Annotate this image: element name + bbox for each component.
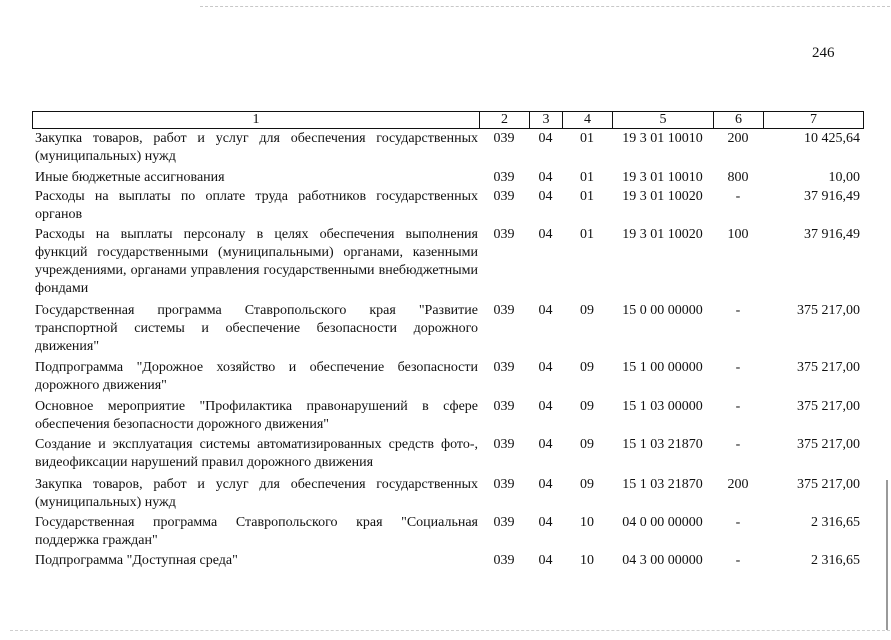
row-code-6: 100 [727, 227, 749, 242]
row-name: Закупка товаров, работ и услуг для обеспечения государственных (муниципальных) нужд [35, 131, 478, 164]
scan-artifact-top [200, 6, 890, 7]
row-code-5: 19 3 01 10010 [622, 131, 703, 146]
scan-artifact-bottom [10, 630, 890, 631]
row-code-3: 04 [538, 437, 553, 452]
row-code-4: 09 [580, 477, 594, 492]
row-amount: 375 217,00 [797, 477, 860, 492]
row-code-3: 04 [538, 189, 553, 204]
row-code-2: 039 [493, 515, 515, 530]
row-code-3: 04 [538, 131, 553, 146]
row-code-4: 09 [580, 437, 594, 452]
row-name: Основное мероприятие "Профилактика правонарушений в сфере обеспечения безопасности дорожного движения" [35, 399, 478, 432]
row-name: Расходы на выплаты по оплате труда работников государственных органов [35, 189, 478, 222]
row-code-6: 200 [727, 131, 749, 146]
row-code-3: 04 [538, 303, 553, 318]
row-code-4: 01 [580, 189, 594, 204]
row-name: Государственная программа Ставропольского края "Социальная поддержка граждан" [35, 515, 478, 548]
row-name: Подпрограмма "Дорожное хозяйство и обеспечение безопасности дорожного движения" [35, 360, 478, 393]
row-code-2: 039 [493, 131, 515, 146]
header-cell-5: 5 [613, 112, 714, 128]
row-code-2: 039 [493, 477, 515, 492]
row-amount: 37 916,49 [804, 189, 860, 204]
row-code-4: 01 [580, 227, 594, 242]
row-code-2: 039 [493, 303, 515, 318]
row-code-4: 10 [580, 515, 594, 530]
row-code-5: 19 3 01 10020 [622, 227, 703, 242]
row-code-3: 04 [538, 227, 553, 242]
header-cell-3: 3 [530, 112, 563, 128]
row-code-5: 15 1 03 21870 [622, 437, 703, 452]
row-code-6: - [735, 189, 741, 204]
row-name: Закупка товаров, работ и услуг для обеспечения государственных (муниципальных) нужд [35, 477, 478, 510]
header-cell-7: 7 [810, 112, 817, 127]
row-code-4: 09 [580, 360, 594, 375]
row-code-6: - [735, 303, 741, 318]
row-code-2: 039 [493, 553, 515, 568]
row-amount: 375 217,00 [797, 360, 860, 375]
row-code-6: - [735, 360, 741, 375]
row-amount: 375 217,00 [797, 303, 860, 318]
row-code-5: 15 1 03 00000 [622, 399, 703, 414]
row-code-6: - [735, 399, 741, 414]
row-code-3: 04 [538, 360, 553, 375]
row-code-3: 04 [538, 399, 553, 414]
row-name: Расходы на выплаты персоналу в целях обеспечения выполнения функций государственными (муниципальными) органами, казенными учреждениями, органами управления государственными внебюджетными фондами [35, 227, 478, 296]
row-code-5: 04 3 00 00000 [622, 553, 703, 568]
table-header [32, 111, 864, 129]
row-code-3: 04 [538, 515, 553, 530]
row-code-4: 09 [580, 399, 594, 414]
row-code-2: 039 [493, 399, 515, 414]
row-code-3: 04 [538, 477, 553, 492]
row-code-2: 039 [493, 227, 515, 242]
row-code-5: 15 0 00 00000 [622, 303, 703, 318]
row-code-3: 04 [538, 170, 553, 185]
scan-artifact-edge [886, 480, 888, 630]
row-code-4: 09 [580, 303, 594, 318]
row-name: Государственная программа Ставропольского края "Развитие транспортной системы и обеспечение безопасности дорожного движения" [35, 303, 478, 354]
row-amount: 10 425,64 [804, 131, 860, 146]
page-number: 246 [812, 45, 835, 61]
row-code-4: 01 [580, 131, 594, 146]
row-code-6: - [735, 553, 741, 568]
row-code-5: 15 1 03 21870 [622, 477, 703, 492]
row-code-5: 19 3 01 10020 [622, 189, 703, 204]
row-code-6: 800 [727, 170, 749, 185]
row-name: Создание и эксплуатация системы автоматизированных средств фото-, видеофиксации нарушений правил дорожного движения [35, 437, 478, 470]
row-code-5: 19 3 01 10010 [622, 170, 703, 185]
row-amount: 375 217,00 [797, 437, 860, 452]
row-code-4: 10 [580, 553, 594, 568]
row-amount: 2 316,65 [811, 553, 860, 568]
row-amount: 375 217,00 [797, 399, 860, 414]
row-code-2: 039 [493, 189, 515, 204]
row-name: Иные бюджетные ассигнования [35, 170, 225, 185]
row-code-2: 039 [493, 437, 515, 452]
header-cell-6: 6 [714, 112, 764, 128]
header-cell-1: 1 [33, 112, 480, 128]
row-code-5: 15 1 00 00000 [622, 360, 703, 375]
row-amount: 2 316,65 [811, 515, 860, 530]
row-code-6: 200 [727, 477, 749, 492]
row-code-2: 039 [493, 170, 515, 185]
header-cell-2: 2 [480, 112, 530, 128]
header-cell-4: 4 [563, 112, 613, 128]
row-amount: 10,00 [828, 170, 860, 185]
row-name: Подпрограмма "Доступная среда" [35, 553, 238, 568]
row-code-5: 04 0 00 00000 [622, 515, 703, 530]
row-code-3: 04 [538, 553, 553, 568]
row-code-6: - [735, 515, 741, 530]
row-code-4: 01 [580, 170, 594, 185]
row-amount: 37 916,49 [804, 227, 860, 242]
row-code-2: 039 [493, 360, 515, 375]
row-code-6: - [735, 437, 741, 452]
